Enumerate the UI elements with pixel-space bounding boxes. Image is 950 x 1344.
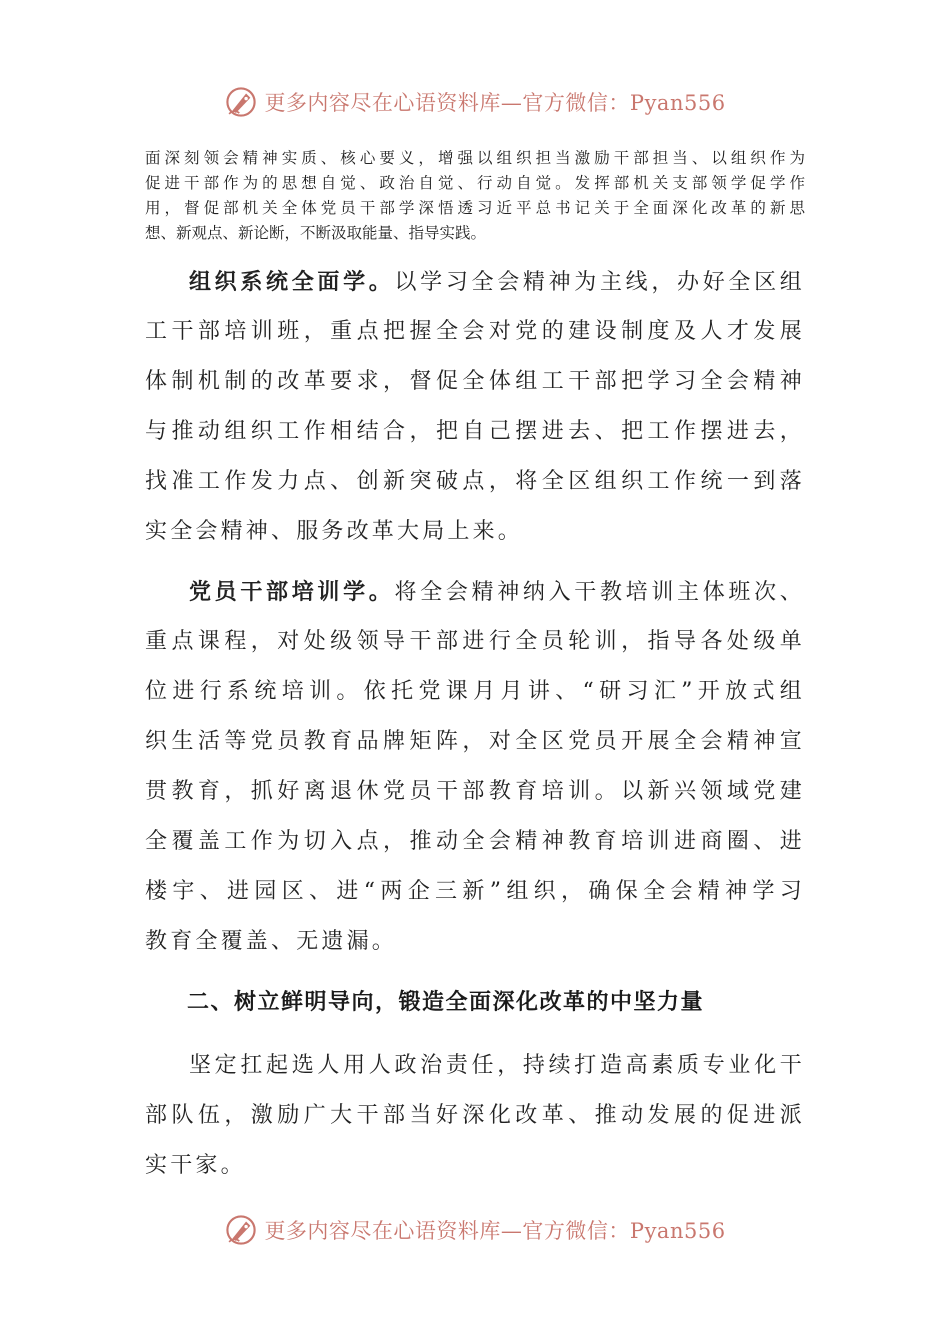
section-line: 体制机制的改革要求，督促全体组工干部把学习全会精神 (145, 369, 805, 394)
section-cadre-team (145, 1041, 805, 1191)
section-line: 教育全覆盖、无遗漏。 (145, 929, 398, 954)
section-heading: 二、树立鲜明导向，锻造全面深化改革的中坚力量 (187, 989, 705, 1015)
intro-paragraph (145, 146, 805, 246)
intro-line: 想、新观点、新论断，不断汲取能量、指导实践。 (145, 224, 487, 242)
section-line: 位进行系统培训。依托党课月月讲、“研习汇”开放式组 (145, 679, 805, 704)
section-line: 实全会精神、服务改革大局上来。 (145, 519, 524, 544)
banner-text: 更多内容尽在心语资料库—官方微信：Pyan556 (264, 91, 726, 115)
pen-nib-logo-icon (224, 85, 258, 119)
section-lead: 组织系统全面学。 (189, 269, 395, 295)
section-lead: 党员干部培训学。 (189, 579, 395, 605)
section-text: 将全会精神纳入干教培训主体班次、 (394, 580, 805, 605)
section-first-line (145, 567, 805, 617)
section-text: 以学习全会精神为主线，办好全区组 (394, 270, 805, 295)
section-cadre-training (145, 567, 805, 967)
section-line: 与推动组织工作相结合，把自己摆进去、把工作摆进去， (145, 419, 805, 444)
section-line: 全覆盖工作为切入点，推动全会精神教育培训进商圈、进 (145, 829, 805, 854)
header-banner (0, 82, 950, 122)
section-organization-study (145, 257, 805, 557)
section-line: 找准工作发力点、创新突破点，将全区组织工作统一到落 (145, 469, 805, 494)
section-line: 贯教育，抓好离退休党员干部教育培训。以新兴领域党建 (145, 779, 805, 804)
intro-line: 用，督促部机关全体党员干部学深悟透习近平总书记关于全面深化改革的新思 (145, 199, 805, 217)
intro-line: 促进干部作为的思想自觉、政治自觉、行动自觉。发挥部机关支部领学促学作 (145, 174, 805, 192)
section-first-line (145, 257, 805, 307)
pen-nib-logo-icon (224, 1213, 258, 1247)
banner-text: 更多内容尽在心语资料库—官方微信：Pyan556 (264, 1219, 726, 1243)
section-line: 实干家。 (145, 1153, 246, 1178)
section-line: 楼宇、进园区、进“两企三新”组织，确保全会精神学习 (145, 879, 805, 904)
section-first-line: 坚定扛起选人用人政治责任，持续打造高素质专业化干 (189, 1053, 805, 1078)
intro-line: 面深刻领会精神实质、核心要义，增强以组织担当激励干部担当、以组织作为 (145, 149, 805, 167)
section-line: 织生活等党员教育品牌矩阵，对全区党员开展全会精神宣 (145, 729, 805, 754)
section-line: 工干部培训班，重点把握全会对党的建设制度及人才发展 (145, 319, 805, 344)
section-line: 部队伍，激励广大干部当好深化改革、推动发展的促进派 (145, 1103, 805, 1128)
footer-banner (0, 1210, 950, 1250)
section-line: 重点课程，对处级领导干部进行全员轮训，指导各处级单 (145, 629, 805, 654)
